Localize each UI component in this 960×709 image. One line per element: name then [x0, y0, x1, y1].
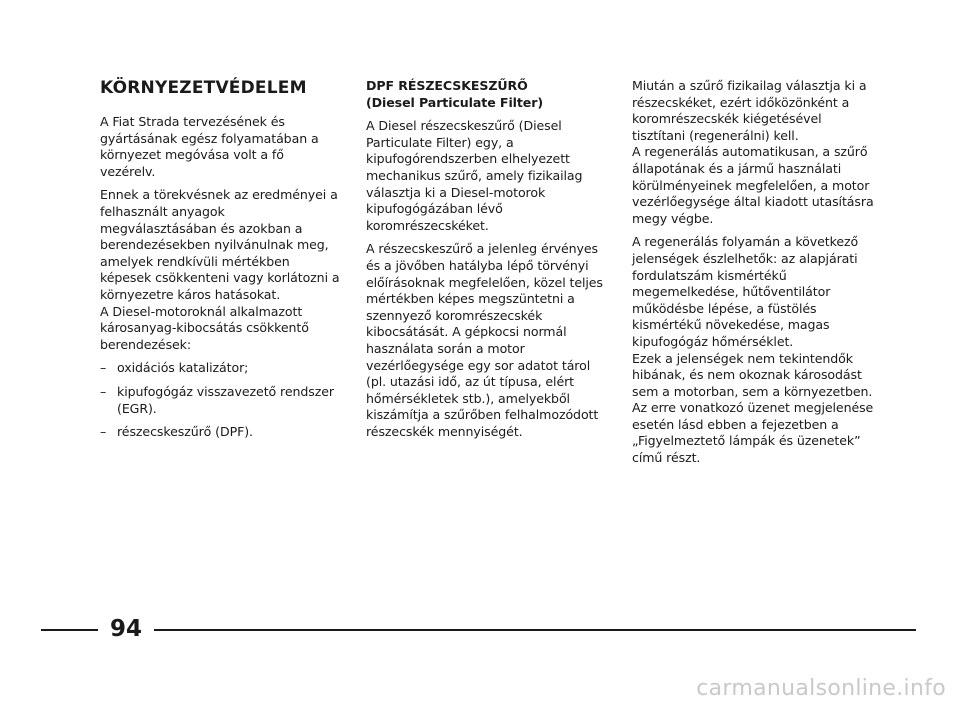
paragraph-dpf-function: A részecskeszűrő a jelenleg érvényes és a jövőben hatályba lépő törvényi előírásoknak megfelelően, közel teljes mértékben képes megszüntetni a szennyező koromrészecskék kibocsátását. A gépkocsi normál használata során a motor vezérlőegysége egy sor adatot tárol (pl. utazási idő, az út típusa, elért hőmérsékletek stb.), amelyekből kiszámítja a szűrőben felhalmozódott részecskék mennyiségét. — [366, 241, 603, 439]
paragraph-symptoms-text: A regenerálás folyamán a következő jelenségek észlelhetők: az alapjárati fordulatszám kismértékű megemelkedése, hűtőventilátor működésbe lépése, a füstölés kismértékű növekedése, magas kipufogógáz hőmérséklet. — [632, 234, 859, 349]
emission-device-list — [100, 360, 340, 440]
list-item-text: kipufogógáz visszavezető rendszer (EGR). — [117, 383, 334, 416]
dash-marker: – — [100, 383, 107, 399]
paragraph-intro: A Fiat Strada tervezésének és gyártásának egész folyamatában a környezet megóvása volt a fő vezérelv. — [100, 114, 319, 179]
paragraph-dpf-definition: A Diesel részecskeszűrő (Diesel Particulate Filter) egy, a kipufogórendszerben elhelyezett mechanikus szűrő, amely fizikailag választja ki a Diesel-motorok kipufogógázában lévő koromrészecskéket. — [366, 118, 583, 233]
section-title-dpf-line2: (Diesel Particulate Filter) — [366, 94, 544, 110]
paragraph-efforts-text: Ennek a törekvésnek az eredményei a felhasznált anyagok megválasztásában és azokban a berendezésekben nyilvánulnak meg, amelyek rendkívüli mértékben képesek csökkenteni vagy korlátozni a környezetre káros hatásokat. — [100, 187, 340, 302]
list-item — [100, 424, 340, 441]
list-item — [100, 384, 340, 417]
section-title-environment: KÖRNYEZETVÉDELEM — [100, 78, 307, 98]
paragraph-regeneration-intro — [632, 78, 877, 227]
footer-rule-left — [41, 629, 98, 631]
section-title-dpf — [366, 78, 606, 111]
paragraph-symptoms — [632, 234, 877, 466]
column-environment — [100, 78, 340, 448]
paragraph-devices-intro: A Diesel-motoroknál alkalmazott károsanyag-kibocsátás csökkentő berendezések: — [100, 303, 309, 352]
paragraph-efforts — [100, 187, 340, 353]
column-dpf — [366, 78, 606, 447]
paragraph-cleaning: Miután a szűrő fizikailag választja ki a részecskéket, ezért időközönként a koromrészecskék kiégetésével tisztítani (regenerálni) kell. — [632, 78, 867, 143]
column-regeneration — [632, 78, 877, 474]
dash-marker: – — [100, 360, 107, 376]
list-item-text: részecskeszűrő (DPF). — [117, 424, 253, 440]
page-number: 94 — [109, 616, 142, 642]
dash-marker: – — [100, 424, 107, 440]
paragraph-automatic: A regenerálás automatikusan, a szűrő állapotának és a jármű használati körülményeinek megfelelően, a motor vezérlőegysége által kiadott utasításra megy végbe. — [632, 144, 874, 226]
list-item-text: oxidációs katalizátor; — [117, 360, 249, 376]
paragraph-not-faults: Ezek a jelenségek nem tekintendők hibának, és nem okoznak károsodást sem a motorban, sem a környezetben. Az erre vonatkozó üzenet megjelenése esetén lásd ebben a fejezetben a „Figyelmeztető lámpák és üzenetek” című részt. — [632, 350, 874, 466]
watermark-text: carmanualsonline.info — [696, 676, 946, 701]
section-title-dpf-line1: DPF RÉSZECSKESZŰRŐ — [366, 78, 528, 93]
footer-rule-right — [154, 629, 916, 631]
list-item — [100, 360, 340, 377]
